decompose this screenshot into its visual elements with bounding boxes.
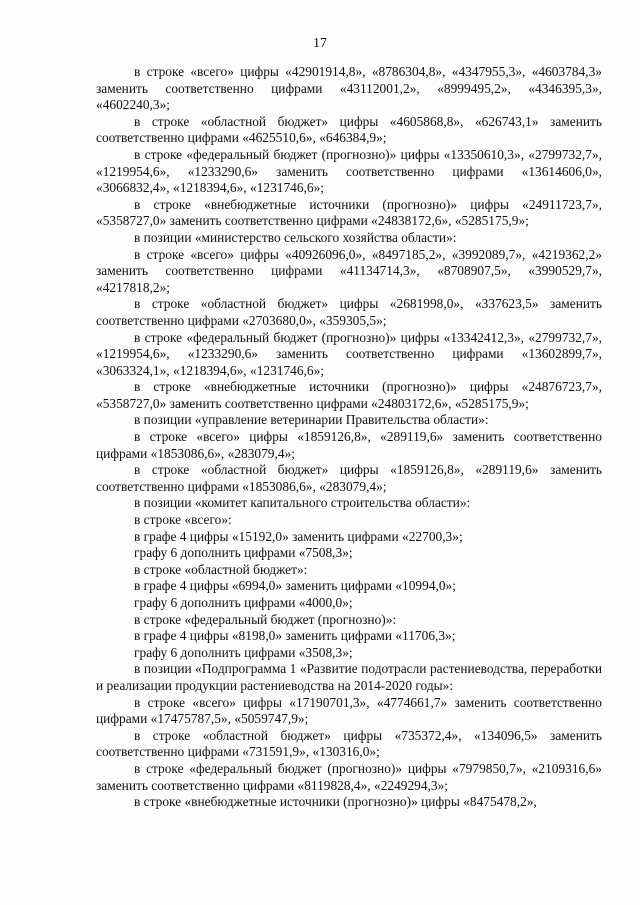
paragraph: в строке «всего»: <box>134 512 232 528</box>
paragraph: в строке «всего» цифры «17190701,3», «4774661,7» заменить соответственно цифрами «17475787,5», «5059747,9»; <box>96 694 602 727</box>
paragraph: в строке «федеральный бюджет (прогнозно)» цифры «7979850,7», «2109316,6» заменить соответственно цифрами «8119828,4», «2249294,3»; <box>96 760 602 793</box>
paragraph: в графе 4 цифры «6994,0» заменить цифрами «10994,0»; <box>134 578 456 594</box>
paragraph: графу 6 дополнить цифрами «4000,0»; <box>134 595 353 610</box>
paragraph: в строке «федеральный бюджет (прогнозно)» цифры «13350610,3», «2799732,7», «1219954,6», «1233290,6» заменить соответственно цифрами «13614606,0», «3066832,4», «1218394,6», «1231746,6»; <box>96 146 602 196</box>
paragraph: в строке «областной бюджет» цифры «735372,4», «134096,5» заменить соответственно цифрами «731591,9», «130316,0»; <box>96 727 602 760</box>
page-number: 17 <box>313 36 327 51</box>
paragraph: в позиции «управление ветеринарии Правительства области»: <box>134 412 489 428</box>
paragraph: в позиции «министерство сельского хозяйства области»: <box>134 229 457 245</box>
paragraph: в строке «областной бюджет» цифры «1859126,8», «289119,6» заменить соответственно цифрами «1853086,6», «283079,4»; <box>96 462 602 494</box>
paragraph: в строке «внебюджетные источники (прогнозно)» цифры «8475478,2», <box>134 794 537 810</box>
paragraph: графу 6 дополнить цифрами «7508,3»; <box>134 545 353 561</box>
paragraph: в строке «федеральный бюджет (прогнозно)»: <box>134 611 397 627</box>
paragraph: в строке «всего» цифры «42901914,8», «8786304,8», «4347955,3», «4603784,3» заменить соответственно цифрами «43112001,2», «8999495,2», «4346395,3», «4602240,3»; <box>96 64 602 113</box>
paragraph: в строке «всего» цифры «1859126,8», «289119,6» заменить соответственно цифрами «1853086,6», «283079,4»; <box>96 429 602 461</box>
paragraph: в строке «областной бюджет»: <box>134 561 308 577</box>
paragraph: в строке «внебюджетные источники (прогнозно)» цифры «24876723,7», «5358727,0» заменить соответственно цифрами «24803172,6», «5285175,9»; <box>96 379 602 411</box>
paragraph: в позиции «комитет капитального строительства области»: <box>134 495 471 511</box>
paragraph: графу 6 дополнить цифрами «3508,3»; <box>134 644 353 660</box>
paragraph: в строке «всего» цифры «40926096,0», «8497185,2», «3992089,7», «4219362,2» заменить соответственно цифрами «41134714,3», «8708907,5», «3990529,7», «4217818,2»; <box>96 246 602 295</box>
paragraph: в строке «федеральный бюджет (прогнозно)» цифры «13342412,3», «2799732,7», «1219954,6», «1233290,6» заменить соответственно цифрами «13602899,7», «3063324,1», «1218394,6», «1231746,6»; <box>96 329 602 378</box>
paragraph: в графе 4 цифры «8198,0» заменить цифрами «11706,3»; <box>134 628 456 644</box>
paragraph: в строке «областной бюджет» цифры «2681998,0», «337623,5» заменить соответственно цифрами «2703680,0», «359305,5»; <box>96 296 602 328</box>
paragraph: в позиции «Подпрограмма 1 «Развитие подотрасли растениеводства, переработки и реализации продукции растениеводства на 2014-2020 годы»: <box>96 661 602 693</box>
paragraph: в строке «внебюджетные источники (прогнозно)» цифры «24911723,7», «5358727,0» заменить соответственно цифрами «24838172,6», «5285175,9»; <box>96 196 602 229</box>
paragraph: в строке «областной бюджет» цифры «4605868,8», «626743,1» заменить соответственно цифрами «4625510,6», «646384,9»; <box>96 113 602 146</box>
document-body <box>96 64 602 811</box>
paragraph: в графе 4 цифры «15192,0» заменить цифрами «22700,3»; <box>134 528 463 544</box>
